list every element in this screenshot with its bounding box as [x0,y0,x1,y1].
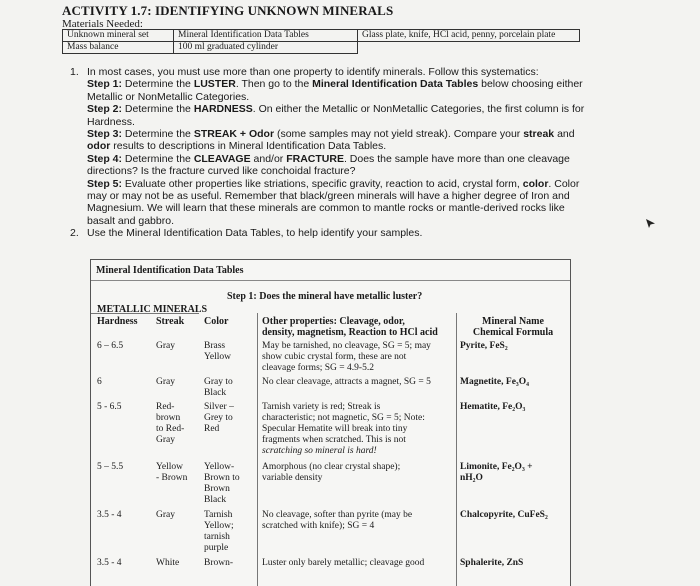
cell-line: Black [204,387,227,398]
properties-cell [262,377,454,388]
header-hardness: Hardness [97,316,138,327]
streak-cell [156,402,202,446]
cell-line: nH₂O [460,472,483,483]
step-label: Step 2: [87,103,123,116]
header-mineral [461,316,565,338]
color-cell [204,402,254,435]
cell-line: White [156,558,180,568]
properties-cell [262,510,454,532]
step-text: . Does the sample have more than one cleavage directions? Is the fracture curved like conchoidal fracture? [87,152,570,178]
cell-line: show cubic crystal form, these are not [262,351,407,362]
cell-line: Yellow [204,351,232,362]
instructions [70,66,590,240]
step-emphasis: streak [523,128,555,141]
step-text: Evaluate other properties like striations, specific gravity, reaction to acid, crystal form, [122,177,523,190]
cell-line: Brown [204,483,230,494]
mineral-name-cell [460,462,568,484]
cell-line: Gray [156,377,175,387]
cell-line: to Red- [156,423,185,434]
step-text: results to descriptions in Mineral Identification Data Tables. [110,140,387,153]
header-line: Chemical Formula [472,327,554,338]
cell-line: Pyrite, FeS₂ [460,341,508,351]
streak-cell [156,341,202,352]
step-text: . Color may or may not be as useful. Remember that black/green minerals will have a higher degree of Iron and Magnesium. We will learn that these minerals are common to mantle rocks or mantle-derived rocks like basalt and gabbro. [87,177,580,227]
mineral-id-table [90,259,571,586]
cell-line: Gray [156,434,175,445]
cell-line: variable density [262,472,323,483]
header-color: Color [204,316,229,327]
cell-line: Red [204,423,220,434]
cell-line: Magnetite, Fe₃O₄ [460,377,530,387]
cell-line: 3.5 - 4 [97,510,122,520]
streak-cell [156,558,202,569]
properties-cell [262,402,454,457]
cell-line: Grey to [204,412,233,423]
hardness-cell [97,558,147,569]
cell-line: 6 [97,377,102,387]
cell-line: Luster only barely metallic; cleavage good [262,558,425,568]
cell-line: Brown- [204,558,234,568]
step-emphasis: LUSTER [193,78,236,91]
cell-line: Red- [156,402,175,412]
properties-cell [262,558,454,569]
cell-line: scratched with knife); SG = 4 [262,520,375,531]
header-streak: Streak [156,316,185,327]
materials-label: Materials Needed: [62,18,143,30]
step-emphasis: HARDNESS [193,103,253,116]
cell-line: tarnish [204,531,230,542]
instruction-item-1 [70,66,590,78]
step-text: (some samples may not yield streak). Compare your [274,128,524,141]
step-text: and/or [250,152,287,165]
header-line: Mineral Name [482,316,544,327]
step-text: and [554,128,575,141]
step-heading: Step 1: Does the mineral have metallic luster? [227,291,423,302]
cell-line: Gray to [204,377,233,387]
step-label: Step 5: [87,177,123,190]
step-3-text [70,128,590,153]
cell-line: Gray [156,510,175,520]
cell-line: Black [204,494,227,505]
step-emphasis: Mineral Identification Data Tables [312,78,479,91]
step-2-text [70,103,590,128]
color-cell [204,462,254,506]
step-1-text [70,78,590,103]
item-text: In most cases, you must use more than one property to identify minerals. Follow this systematics: [87,66,539,78]
cell-line: Limonite, Fe₂O₃ + [460,462,533,472]
instruction-item-2 [70,227,590,239]
activity-title: ACTIVITY 1.7: IDENTIFYING UNKNOWN MINERALS [62,3,394,18]
cell-line: 3.5 - 4 [97,558,122,568]
category-label: METALLIC MINERALS [97,304,208,315]
streak-cell [156,510,202,521]
cell-line: scratching so mineral is hard! [262,445,377,456]
step-emphasis: STREAK + Odor [193,128,275,141]
cell-line: 5 – 5.5 [97,462,124,472]
cell-line: Tarnish variety is red; Streak is [262,402,381,412]
properties-cell [262,462,454,484]
cell-line: - Brown [156,472,188,483]
materials-cell: Unknown mineral set [63,30,174,42]
cell-line: purple [204,542,229,553]
divider [257,313,258,586]
step-text: . Then go to the [235,78,313,91]
cell-line: Gray [156,341,175,351]
cell-line: Yellow [156,462,184,472]
cell-line: 6 – 6.5 [97,341,124,351]
materials-cell: 100 ml graduated cylinder [174,42,358,54]
step-text: Determine the [122,128,194,141]
hardness-cell [97,341,147,352]
materials-cell: Mass balance [63,42,174,54]
hardness-cell [97,462,147,473]
step-text: below choosing either Metallic or NonMetallic Categories. [87,78,583,103]
mineral-name-cell [460,558,568,569]
streak-cell [156,462,202,484]
cell-line: 5 - 6.5 [97,402,122,412]
step-emphasis: color [522,177,549,190]
step-5-text [70,178,590,228]
divider [91,280,570,281]
cell-line: Yellow- [204,462,235,472]
step-4-text [70,153,590,178]
cell-line: Chalcopyrite, CuFeS₂ [460,510,548,520]
cell-line: characteristic; not magnetic, SG = 5; Note: [262,412,425,423]
step-text: . On either the Metallic or NonMetallic Categories, the first column is for Hardness. [87,103,585,128]
materials-cell [358,42,580,54]
step-label: Step 1: [87,78,123,91]
mineral-name-cell [460,377,568,388]
color-cell [204,510,254,554]
cell-line: Amorphous (no clear crystal shape); [262,462,401,472]
item-number: 2. [70,227,79,240]
step-emphasis: odor [87,140,111,153]
materials-cell: Glass plate, knife, HCl acid, penny, porcelain plate [358,30,580,42]
cell-line: Hematite, Fe₂O₃ [460,402,526,412]
step-text: Determine the [122,152,194,165]
cell-line: Brass [204,341,226,351]
hardness-cell [97,402,147,413]
header-other [262,316,438,338]
hardness-cell [97,510,147,521]
header-line: density, magnetism, Reaction to HCl acid [262,327,438,338]
hardness-cell [97,377,147,388]
header-line: Other properties: Cleavage, odor, [262,316,405,327]
color-cell [204,341,254,363]
materials-cell: Mineral Identification Data Tables [174,30,358,42]
divider [456,313,457,586]
color-cell [204,377,254,399]
cell-line: Silver – [204,402,234,412]
cell-line: fragments when scratched. This is not [262,434,406,445]
step-label: Step 3: [87,128,123,141]
cell-line: No clear cleavage, attracts a magnet, SG = 5 [262,377,431,387]
step-label: Step 4: [87,152,123,165]
divider [91,313,199,314]
item-text: Use the Mineral Identification Data Tables, to help identify your samples. [87,227,423,240]
properties-cell [262,341,454,374]
table-row [63,42,580,54]
streak-cell [156,377,202,388]
step-text: Determine the [122,103,194,116]
materials-table [62,29,580,54]
cell-line: Sphalerite, ZnS [460,558,524,568]
cell-line: brown [156,412,181,423]
cell-line: Brown to [204,472,240,483]
cell-line: No cleavage, softer than pyrite (may be [262,510,413,520]
mineral-name-cell [460,341,568,352]
cell-line: May be tarnished, no cleavage, SG = 5; may [262,341,431,351]
table-row [63,30,580,42]
cell-line: Tarnish [204,510,233,520]
mineral-name-cell [460,402,568,413]
cell-line: Specular Hematite will break into tiny [262,423,408,434]
cell-line: Yellow; [204,520,234,531]
step-text: Determine the [122,78,194,91]
step-emphasis: FRACTURE [286,152,344,165]
cursor-icon [646,219,655,228]
color-cell [204,558,254,569]
table-title: Mineral Identification Data Tables [96,265,244,276]
step-emphasis: CLEAVAGE [193,152,251,165]
cell-line: cleavage forms; SG = 4.9-5.2 [262,362,374,373]
item-number: 1. [70,66,79,78]
mineral-name-cell [460,510,568,521]
